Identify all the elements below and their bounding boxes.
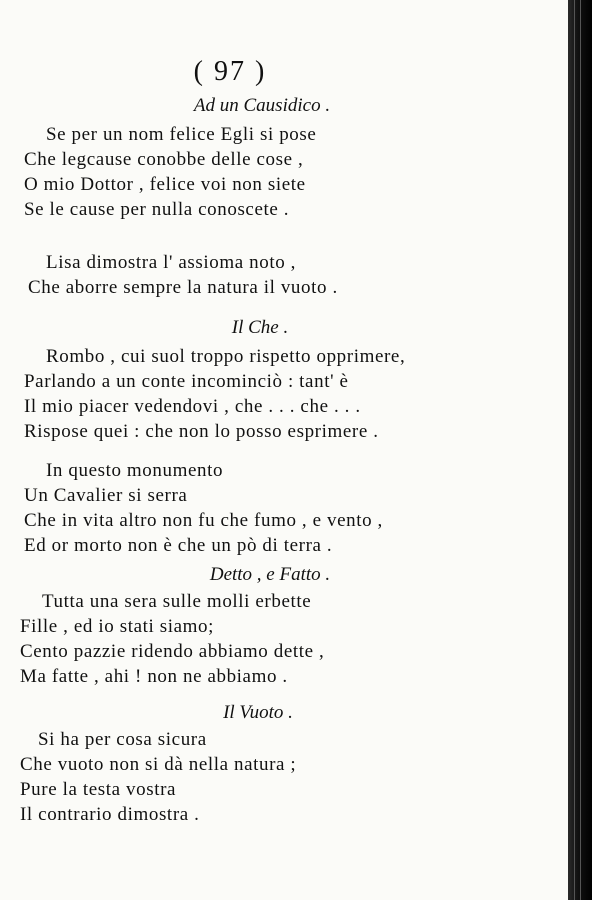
poem-line: Cento pazzie ridendo abbiamo dette , [20, 641, 325, 662]
poem-line: Il mio piacer vedendovi , che . . . che . . . [24, 396, 361, 417]
poem-line: Un Cavalier si serra [24, 485, 188, 506]
epigram-monumento [0, 458, 568, 558]
poem-line: Fille , ed io stati siamo; [20, 616, 214, 637]
poem-line: Si ha per cosa sicura [38, 729, 207, 750]
poem-line: Se per un nom felice Egli si pose [46, 124, 317, 145]
poem-ad-un-causidico [0, 94, 568, 222]
poem-title: Detto , e Fatto . [209, 564, 331, 585]
page-edge-line [580, 0, 581, 900]
page-edge-line [574, 0, 575, 900]
poem-detto-e-fatto [0, 563, 568, 689]
poem-line: In questo monumento [46, 460, 224, 481]
poem-title: Il Che . [231, 317, 289, 338]
page-number: ( 97 ) [193, 56, 267, 87]
poem-il-che [0, 316, 568, 444]
poem-line: Rombo , cui suol troppo rispetto opprimere, [46, 346, 406, 367]
poem-line: Ma fatte , ahi ! non ne abbiamo . [20, 666, 288, 687]
poem-il-vuoto [0, 701, 568, 827]
book-spine-edge [568, 0, 592, 900]
poem-line: Il contrario dimostra . [20, 804, 200, 825]
poem-line: Lisa dimostra l' assioma noto , [46, 252, 296, 273]
poem-line: Che vuoto non si dà nella natura ; [20, 754, 297, 775]
poem-line: Ed or morto non è che un pò di terra . [24, 535, 333, 556]
poem-line: Pure la testa vostra [20, 779, 177, 800]
poem-title: Il Vuoto . [223, 702, 293, 723]
epigram-lisa [0, 250, 568, 300]
poem-line: Che in vita altro non fu che fumo , e vento , [24, 510, 383, 531]
poem-line: Che legcause conobbe delle cose , [24, 149, 304, 170]
poem-line: Che aborre sempre la natura il vuoto . [28, 277, 338, 298]
poem-line: Tutta una sera sulle molli erbette [42, 591, 312, 612]
poem-title: Ad un Causidico . [193, 95, 331, 116]
poem-line: Parlando a un conte incominciò : tant' è [24, 371, 349, 392]
poem-line: O mio Dottor , felice voi non siete [24, 174, 306, 195]
poem-line: Rispose quei : che non lo posso esprimere . [24, 421, 379, 442]
poem-line: Se le cause per nulla conoscete . [24, 199, 290, 220]
